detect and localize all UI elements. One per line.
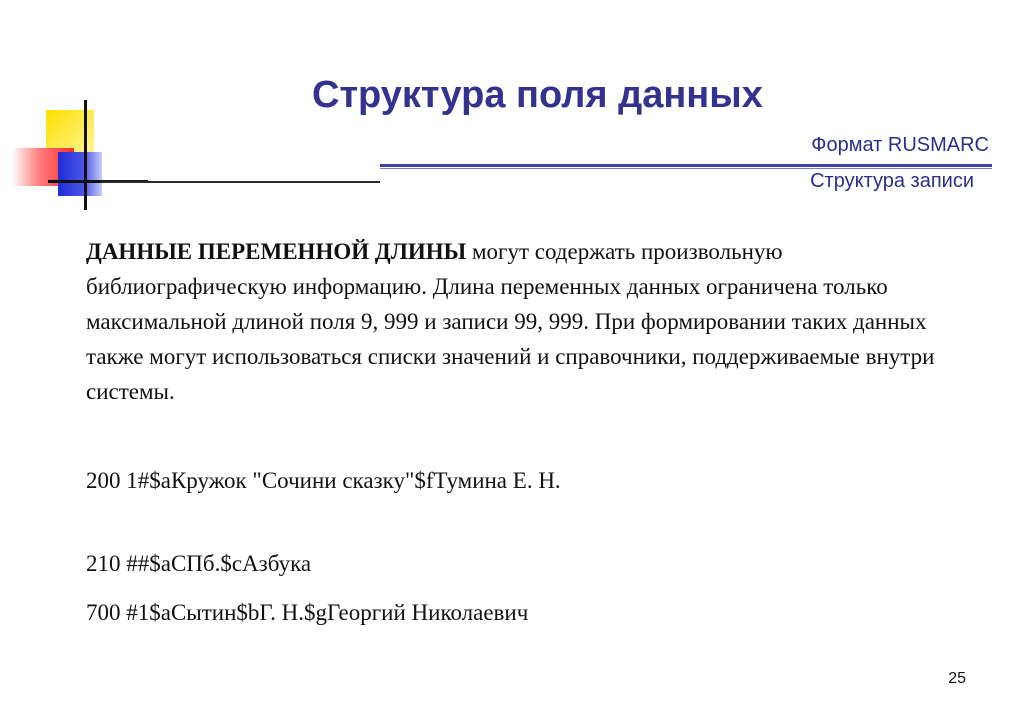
vertical-line-divider [84,100,87,210]
body-paragraph [86,234,946,409]
header-divider-blue-thin [380,168,992,169]
header-divider-dark [100,181,380,183]
subtitle-format: Формат RUSMARC [811,134,989,156]
header-divider-blue [380,164,992,167]
decorative-logo [0,0,200,230]
record-line: 200 1#$aКружок "Сочини сказку"$fТумина Е. Н. [86,468,561,493]
subtitle-structure: Структура записи [810,170,974,192]
record-line: 210 ##$aСПб.$cАзбука [86,551,312,576]
body-lead-rest: могут содержать произвольную библиографическую информацию. Длина переменных данных ограничена только максимальной длиной поля 9, 999 и записи 99, 999. При формировании таких данных также могут использоваться списки значений и справочники, поддерживаемые внутри системы. [86,239,935,404]
record-line: 700 #1$aСытин$bГ. Н.$gГеоргий Николаевич [86,600,529,625]
blue-square-shape [58,152,102,196]
body-lead-bold: ДАННЫЕ ПЕРЕМЕННОЙ ДЛИНЫ [86,239,467,264]
page-title: Структура поля данных [312,74,763,116]
page-number: 25 [948,670,966,687]
